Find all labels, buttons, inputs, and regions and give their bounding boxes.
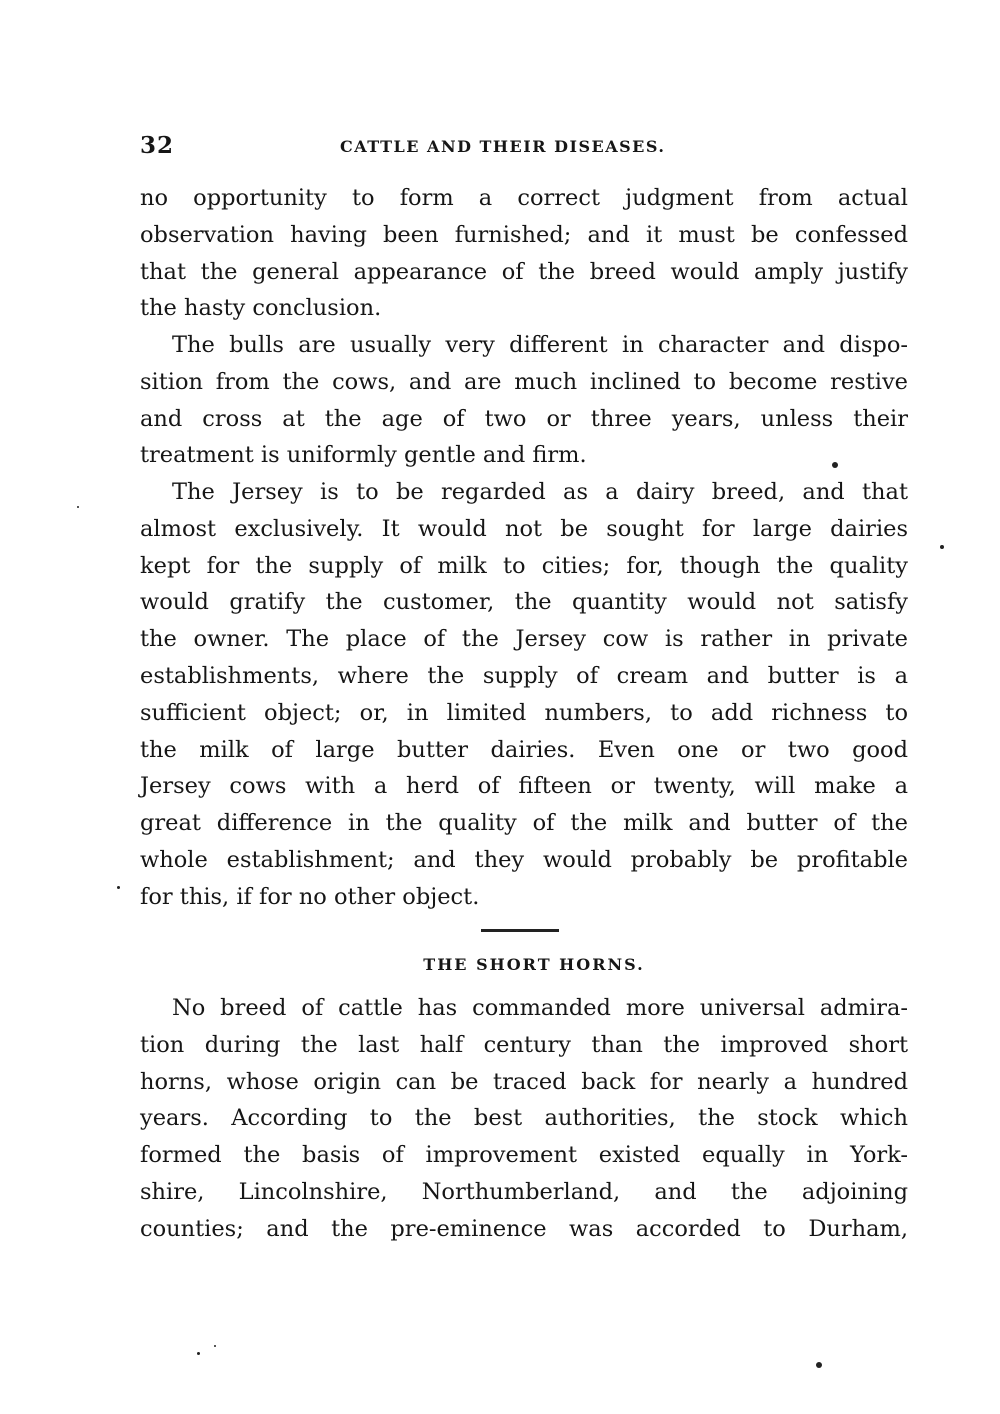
section-heading: THE SHORT HORNS. <box>423 955 645 974</box>
text-line: no opportunity to form a correct judgment from actual <box>140 185 908 211</box>
text-line: shire, Lincolnshire, Northumberland, and the adjoining <box>140 1178 908 1205</box>
text-line: sufficient object; or, in limited numbers, to add richness to <box>140 699 908 726</box>
scan-speck <box>940 545 944 549</box>
scan-speck <box>816 1362 822 1368</box>
paragraph-short-horns <box>140 990 908 1248</box>
text-line: treatment is uniformly gentle and firm. <box>140 442 587 469</box>
running-head <box>140 132 910 162</box>
text-line: and cross at the age of two or three years, unless their <box>140 405 908 432</box>
text-line: kept for the supply of milk to cities; for, though the quality <box>140 552 908 579</box>
text-line: almost exclusively. It would not be sought for large dairies <box>140 515 908 542</box>
text-line: establishments, where the supply of cream and butter is a <box>140 662 908 689</box>
paragraph-bulls <box>140 327 908 474</box>
text-line: The Jersey is to be regarded as a dairy breed, and that <box>172 479 908 505</box>
scan-speck <box>197 1352 200 1355</box>
text-line: observation having been furnished; and it must be confessed <box>140 221 908 248</box>
text-line: tion during the last half century than the improved short <box>140 1031 908 1058</box>
text-line: for this, if for no other object. <box>140 883 480 910</box>
page-number: 32 <box>140 132 175 159</box>
paragraph-continued <box>140 180 908 327</box>
section-divider <box>481 929 559 932</box>
scan-speck <box>214 1345 216 1347</box>
text-line: that the general appearance of the breed would amply justify <box>140 258 908 285</box>
text-line: No breed of cattle has commanded more universal admira- <box>172 995 908 1021</box>
text-line: great difference in the quality of the milk and butter of the <box>140 810 908 837</box>
text-line: sition from the cows, and are much inclined to become restive <box>140 368 908 395</box>
paragraph-jersey <box>140 474 908 916</box>
text-line: years. According to the best authorities, the stock which <box>140 1105 908 1132</box>
running-title: CATTLE AND THEIR DISEASES. <box>340 137 666 156</box>
scan-speck <box>77 506 79 508</box>
scan-speck <box>117 886 120 889</box>
text-line: formed the basis of improvement existed equally in York- <box>140 1142 908 1169</box>
text-line: the hasty conclusion. <box>140 295 382 322</box>
text-line: Jersey cows with a herd of fifteen or twenty, will make a <box>140 773 908 800</box>
text-line: horns, whose origin can be traced back for nearly a hundred <box>140 1068 908 1095</box>
text-line: whole establishment; and they would probably be profitable <box>140 846 908 873</box>
text-line: The bulls are usually very different in character and dispo- <box>172 332 908 358</box>
text-line: the owner. The place of the Jersey cow is rather in private <box>140 626 908 653</box>
text-line: counties; and the pre-eminence was accorded to Durham, <box>140 1215 908 1242</box>
text-line: would gratify the customer, the quantity would not satisfy <box>140 589 908 616</box>
scan-speck <box>832 462 838 468</box>
text-line: the milk of large butter dairies. Even one or two good <box>140 736 908 763</box>
